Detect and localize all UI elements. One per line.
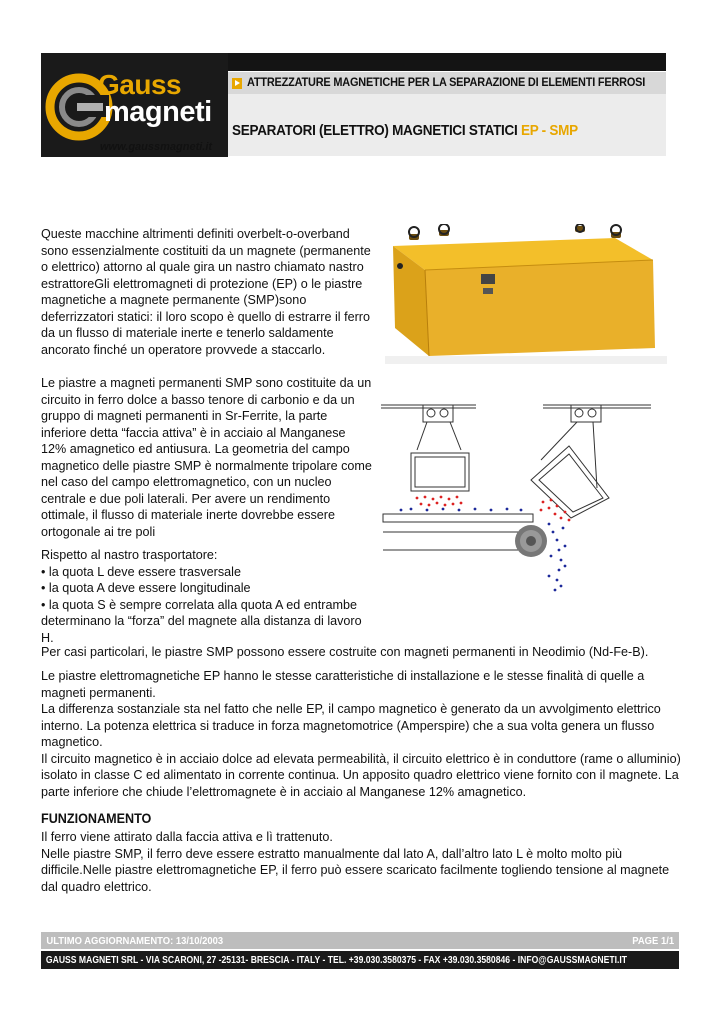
footer-update-bar	[41, 932, 679, 949]
last-update: ULTIMO AGGIORNAMENTO: 13/10/2003	[46, 934, 224, 947]
funzionamento-text	[41, 829, 681, 895]
neodimio-paragraph: Per casi particolari, le piastre SMP possono essere costruite con magneti permanenti in Neodimio (Nd-Fe-B).	[41, 645, 649, 659]
intro-paragraph: Queste macchine altrimenti definiti overbelt-o-overband sono essenzialmente costituiti da un magnete (permanente o elettrico) attorno al quale gira un nastro chiamato nastro estrattoreGli elettromagneti di protezione (EP) o le piastre magnetiche a magnete permanente (SMP)sono deferrizzatori statici: il loro scopo è quello di estrarre il ferro da un flusso di materiale inerte e tenerlo saldamente ancorato finché un operatore provvede a staccarlo.	[41, 227, 371, 357]
page-number: PAGE 1/1	[631, 934, 674, 947]
funzionamento-line: Il ferro viene attirato dalla faccia attiva e lì trattenuto.	[41, 830, 333, 844]
company-info: GAUSS MAGNETI SRL - VIA SCARONI, 27 -25131- BRESCIA - ITALY - TEL. +39.030.3580375 - FAX +39.030.3580846 - INFO@GAUSSMAGNETI.IT	[45, 954, 628, 966]
section-heading: FUNZIONAMENTO	[41, 810, 152, 826]
logo-word-gauss: Gauss	[98, 69, 182, 100]
website-link[interactable]: www.gaussmagneti.it	[100, 141, 213, 153]
ep-difference: La differenza sostanziale sta nel fatto che nelle EP, il campo magnetico è generato da un avvolgimento elettrico interno. La potenza elettrica si traduce in forza magnetomotrice (Amperspire) che a sua volta genera un flusso magnetico.	[41, 702, 661, 749]
ep-intro: Le piastre elettromagnetiche EP hanno le stesse caratteristiche di installazione e le stesse finalità di quelle a magneti permanenti.	[41, 669, 645, 700]
arrow-right-icon	[232, 78, 242, 89]
title-row	[228, 94, 666, 156]
ep-circuit: Il circuito magnetico è in acciaio dolce ad elevata permeabilità, il circuito elettrico è in conduttore (rame o alluminio) isolato in classe C ed alimentato in corrente continua. Un apposito quadro elettrico viene fornito con il magnete. La parte inferiore che chiude l’elettromagnete è in acciaio al Manganese 12% amagnetico.	[41, 751, 681, 799]
list-intro: Rispetto al nastro trasportatore:	[41, 548, 218, 562]
conveyor-diagram	[381, 400, 671, 600]
conveyor-list	[41, 547, 371, 646]
list-item: • la quota A deve essere longitudinale	[41, 581, 251, 595]
footer-company-bar	[41, 951, 679, 969]
list-item: • la quota L deve essere trasversale	[41, 564, 241, 579]
page-title-accent: EP - SMP	[520, 122, 578, 139]
list-item: • la quota S è sempre correlata alla quota A ed entrambe determinano la “forza” del magnete alla distanza di lavoro H.	[41, 597, 362, 645]
header-bar	[228, 53, 666, 71]
funzionamento-detail: Nelle piastre SMP, il ferro deve essere estratto manualmente dal lato A, dall’altro lato L è molto molto più difficile.Nelle piastre elettromagnetiche EP, il ferro può essere scaricato facilmente togliendo tensione al magnete dal quadro elettrico.	[41, 846, 670, 894]
page-title-main: SEPARATORI (ELETTRO) MAGNETICI STATICI	[232, 122, 521, 139]
product-photo	[385, 224, 667, 364]
subtitle-row	[228, 72, 666, 94]
smp-paragraph: Le piastre a magneti permanenti SMP sono costituite da un circuito in ferro dolce a basso tenore di carbonio e da un gruppo di magneti permanenti in Sr-Ferrite, la parte inferiore detta “faccia attiva” è in acciaio al Manganese 12% amagnetico ed antiusura. La geometria del campo magnetico delle piastre SMP è normalmente tripolare come nel caso del campo elettromagnetico, con un nucleo centrale e due poli laterali. Per avere un rendimento ottimale, il flusso di materiale inerte dovrebbe essere ortogonale ai tre poli	[41, 376, 372, 539]
ep-paragraph	[41, 668, 681, 800]
logo-word-magneti: magneti	[104, 96, 212, 128]
header-subtitle: ATTREZZATURE MAGNETICHE PER LA SEPARAZIONE DI ELEMENTI FERROSI	[246, 77, 646, 89]
page-title	[232, 122, 578, 139]
